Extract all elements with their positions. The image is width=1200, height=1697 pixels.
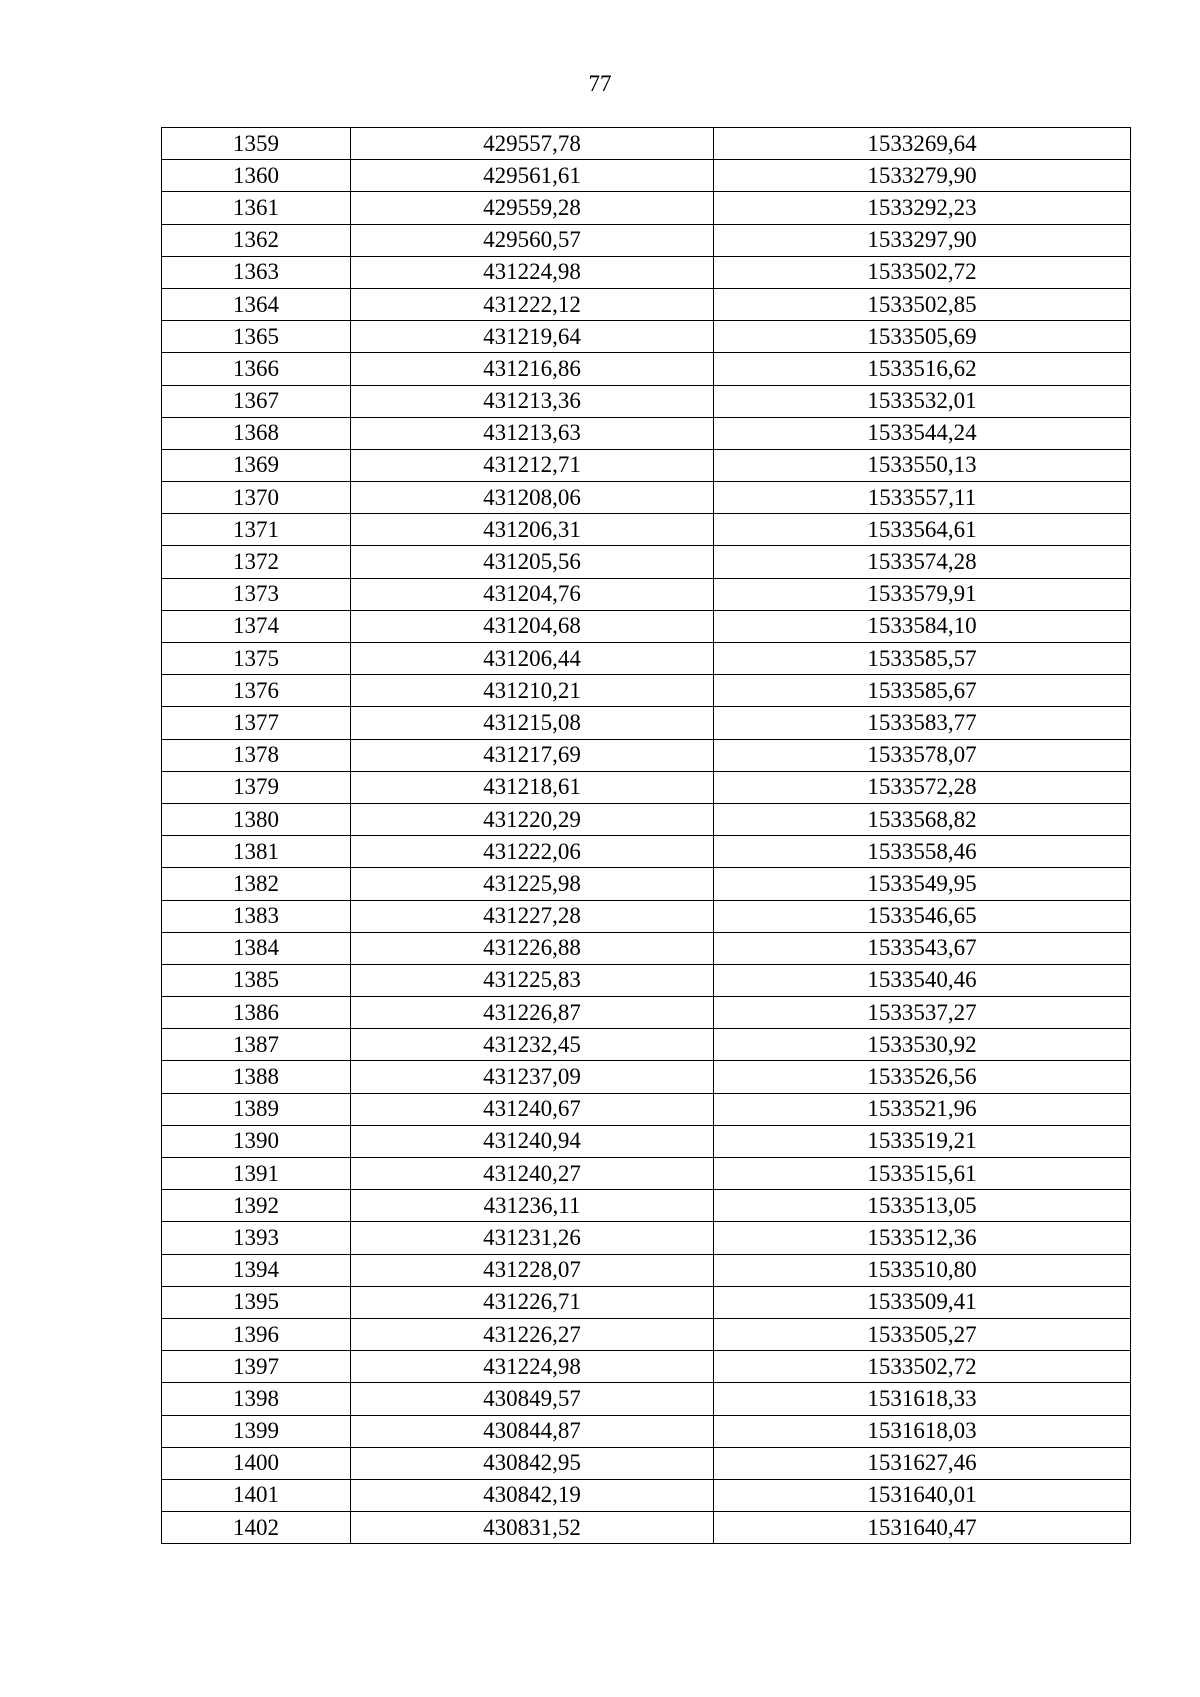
x-coordinate-cell: 429561,61 (351, 160, 714, 192)
x-coordinate-cell: 431212,71 (351, 449, 714, 481)
y-coordinate-cell: 1533519,21 (714, 1125, 1131, 1157)
table-row (162, 385, 1131, 417)
point-number-cell: 1364 (162, 288, 351, 320)
x-coordinate-cell: 431219,64 (351, 321, 714, 353)
table-row (162, 1093, 1131, 1125)
y-coordinate-cell: 1533502,72 (714, 1351, 1131, 1383)
table-row (162, 1029, 1131, 1061)
y-coordinate-cell: 1533269,64 (714, 128, 1131, 160)
x-coordinate-cell: 431240,27 (351, 1158, 714, 1190)
y-coordinate-cell: 1533583,77 (714, 707, 1131, 739)
table-row (162, 160, 1131, 192)
table-row (162, 1125, 1131, 1157)
table-row (162, 1254, 1131, 1286)
point-number-cell: 1393 (162, 1222, 351, 1254)
point-number-cell: 1399 (162, 1415, 351, 1447)
point-number-cell: 1374 (162, 610, 351, 642)
point-number-cell: 1368 (162, 417, 351, 449)
y-coordinate-cell: 1533532,01 (714, 385, 1131, 417)
point-number-cell: 1395 (162, 1286, 351, 1318)
table-row (162, 1318, 1131, 1350)
x-coordinate-cell: 431226,27 (351, 1318, 714, 1350)
point-number-cell: 1389 (162, 1093, 351, 1125)
y-coordinate-cell: 1533512,36 (714, 1222, 1131, 1254)
y-coordinate-cell: 1533549,95 (714, 868, 1131, 900)
table-row (162, 353, 1131, 385)
y-coordinate-cell: 1531640,01 (714, 1479, 1131, 1511)
point-number-cell: 1360 (162, 160, 351, 192)
point-number-cell: 1390 (162, 1125, 351, 1157)
x-coordinate-cell: 431204,76 (351, 578, 714, 610)
coordinates-table-body (162, 128, 1131, 1544)
point-number-cell: 1398 (162, 1383, 351, 1415)
point-number-cell: 1379 (162, 771, 351, 803)
table-row (162, 836, 1131, 868)
y-coordinate-cell: 1531640,47 (714, 1512, 1131, 1544)
table-row (162, 417, 1131, 449)
table-row (162, 546, 1131, 578)
table-row (162, 1286, 1131, 1318)
x-coordinate-cell: 431226,88 (351, 932, 714, 964)
coordinates-table (161, 127, 1131, 1544)
y-coordinate-cell: 1533564,61 (714, 514, 1131, 546)
table-row (162, 868, 1131, 900)
y-coordinate-cell: 1533515,61 (714, 1158, 1131, 1190)
y-coordinate-cell: 1533558,46 (714, 836, 1131, 868)
x-coordinate-cell: 431240,67 (351, 1093, 714, 1125)
x-coordinate-cell: 430842,19 (351, 1479, 714, 1511)
table-row (162, 1061, 1131, 1093)
x-coordinate-cell: 431204,68 (351, 610, 714, 642)
x-coordinate-cell: 431216,86 (351, 353, 714, 385)
table-row (162, 192, 1131, 224)
x-coordinate-cell: 430849,57 (351, 1383, 714, 1415)
x-coordinate-cell: 431225,98 (351, 868, 714, 900)
y-coordinate-cell: 1533557,11 (714, 482, 1131, 514)
table-row (162, 707, 1131, 739)
y-coordinate-cell: 1533292,23 (714, 192, 1131, 224)
x-coordinate-cell: 431208,06 (351, 482, 714, 514)
y-coordinate-cell: 1531618,03 (714, 1415, 1131, 1447)
table-row (162, 1351, 1131, 1383)
y-coordinate-cell: 1533585,57 (714, 643, 1131, 675)
y-coordinate-cell: 1533502,72 (714, 256, 1131, 288)
y-coordinate-cell: 1533279,90 (714, 160, 1131, 192)
point-number-cell: 1365 (162, 321, 351, 353)
table-row (162, 1190, 1131, 1222)
x-coordinate-cell: 431224,98 (351, 256, 714, 288)
x-coordinate-cell: 431224,98 (351, 1351, 714, 1383)
point-number-cell: 1400 (162, 1447, 351, 1479)
point-number-cell: 1391 (162, 1158, 351, 1190)
y-coordinate-cell: 1533521,96 (714, 1093, 1131, 1125)
point-number-cell: 1372 (162, 546, 351, 578)
table-row (162, 964, 1131, 996)
x-coordinate-cell: 431225,83 (351, 964, 714, 996)
point-number-cell: 1384 (162, 932, 351, 964)
x-coordinate-cell: 429560,57 (351, 224, 714, 256)
page-number: 77 (588, 71, 612, 96)
table-row (162, 288, 1131, 320)
x-coordinate-cell: 431205,56 (351, 546, 714, 578)
y-coordinate-cell: 1533544,24 (714, 417, 1131, 449)
y-coordinate-cell: 1533502,85 (714, 288, 1131, 320)
point-number-cell: 1361 (162, 192, 351, 224)
table-row (162, 1415, 1131, 1447)
x-coordinate-cell: 431213,36 (351, 385, 714, 417)
point-number-cell: 1370 (162, 482, 351, 514)
point-number-cell: 1396 (162, 1318, 351, 1350)
x-coordinate-cell: 431237,09 (351, 1061, 714, 1093)
point-number-cell: 1375 (162, 643, 351, 675)
x-coordinate-cell: 431217,69 (351, 739, 714, 771)
table-row (162, 1479, 1131, 1511)
table-row (162, 1383, 1131, 1415)
point-number-cell: 1377 (162, 707, 351, 739)
x-coordinate-cell: 431226,87 (351, 997, 714, 1029)
y-coordinate-cell: 1533297,90 (714, 224, 1131, 256)
point-number-cell: 1388 (162, 1061, 351, 1093)
x-coordinate-cell: 431213,63 (351, 417, 714, 449)
x-coordinate-cell: 431210,21 (351, 675, 714, 707)
x-coordinate-cell: 431222,06 (351, 836, 714, 868)
x-coordinate-cell: 429559,28 (351, 192, 714, 224)
table-row (162, 256, 1131, 288)
table-row (162, 932, 1131, 964)
table-row (162, 128, 1131, 160)
y-coordinate-cell: 1533579,91 (714, 578, 1131, 610)
point-number-cell: 1397 (162, 1351, 351, 1383)
y-coordinate-cell: 1533509,41 (714, 1286, 1131, 1318)
y-coordinate-cell: 1533578,07 (714, 739, 1131, 771)
x-coordinate-cell: 431218,61 (351, 771, 714, 803)
y-coordinate-cell: 1531618,33 (714, 1383, 1131, 1415)
table-row (162, 224, 1131, 256)
y-coordinate-cell: 1531627,46 (714, 1447, 1131, 1479)
table-row (162, 997, 1131, 1029)
table-row (162, 771, 1131, 803)
y-coordinate-cell: 1533546,65 (714, 900, 1131, 932)
y-coordinate-cell: 1533543,67 (714, 932, 1131, 964)
table-row (162, 643, 1131, 675)
y-coordinate-cell: 1533516,62 (714, 353, 1131, 385)
y-coordinate-cell: 1533584,10 (714, 610, 1131, 642)
point-number-cell: 1359 (162, 128, 351, 160)
table-row (162, 739, 1131, 771)
table-row (162, 321, 1131, 353)
y-coordinate-cell: 1533510,80 (714, 1254, 1131, 1286)
y-coordinate-cell: 1533505,27 (714, 1318, 1131, 1350)
x-coordinate-cell: 431222,12 (351, 288, 714, 320)
x-coordinate-cell: 431206,31 (351, 514, 714, 546)
y-coordinate-cell: 1533550,13 (714, 449, 1131, 481)
point-number-cell: 1376 (162, 675, 351, 707)
table-row (162, 1447, 1131, 1479)
table-row (162, 1222, 1131, 1254)
y-coordinate-cell: 1533513,05 (714, 1190, 1131, 1222)
table-row (162, 803, 1131, 835)
point-number-cell: 1387 (162, 1029, 351, 1061)
y-coordinate-cell: 1533572,28 (714, 771, 1131, 803)
point-number-cell: 1385 (162, 964, 351, 996)
x-coordinate-cell: 431226,71 (351, 1286, 714, 1318)
point-number-cell: 1383 (162, 900, 351, 932)
y-coordinate-cell: 1533574,28 (714, 546, 1131, 578)
table-row (162, 900, 1131, 932)
table-row (162, 675, 1131, 707)
x-coordinate-cell: 431228,07 (351, 1254, 714, 1286)
x-coordinate-cell: 430842,95 (351, 1447, 714, 1479)
y-coordinate-cell: 1533568,82 (714, 803, 1131, 835)
point-number-cell: 1382 (162, 868, 351, 900)
x-coordinate-cell: 431240,94 (351, 1125, 714, 1157)
y-coordinate-cell: 1533530,92 (714, 1029, 1131, 1061)
table-row (162, 449, 1131, 481)
point-number-cell: 1367 (162, 385, 351, 417)
table-row (162, 578, 1131, 610)
x-coordinate-cell: 431227,28 (351, 900, 714, 932)
point-number-cell: 1380 (162, 803, 351, 835)
point-number-cell: 1363 (162, 256, 351, 288)
y-coordinate-cell: 1533526,56 (714, 1061, 1131, 1093)
point-number-cell: 1381 (162, 836, 351, 868)
x-coordinate-cell: 429557,78 (351, 128, 714, 160)
point-number-cell: 1401 (162, 1479, 351, 1511)
table-row (162, 610, 1131, 642)
x-coordinate-cell: 430831,52 (351, 1512, 714, 1544)
table-row (162, 1158, 1131, 1190)
point-number-cell: 1402 (162, 1512, 351, 1544)
point-number-cell: 1369 (162, 449, 351, 481)
y-coordinate-cell: 1533537,27 (714, 997, 1131, 1029)
x-coordinate-cell: 431220,29 (351, 803, 714, 835)
x-coordinate-cell: 430844,87 (351, 1415, 714, 1447)
point-number-cell: 1371 (162, 514, 351, 546)
table-row (162, 514, 1131, 546)
x-coordinate-cell: 431232,45 (351, 1029, 714, 1061)
y-coordinate-cell: 1533540,46 (714, 964, 1131, 996)
point-number-cell: 1362 (162, 224, 351, 256)
y-coordinate-cell: 1533505,69 (714, 321, 1131, 353)
point-number-cell: 1394 (162, 1254, 351, 1286)
x-coordinate-cell: 431215,08 (351, 707, 714, 739)
point-number-cell: 1386 (162, 997, 351, 1029)
point-number-cell: 1366 (162, 353, 351, 385)
x-coordinate-cell: 431231,26 (351, 1222, 714, 1254)
table-row (162, 482, 1131, 514)
x-coordinate-cell: 431236,11 (351, 1190, 714, 1222)
table-row (162, 1512, 1131, 1544)
y-coordinate-cell: 1533585,67 (714, 675, 1131, 707)
point-number-cell: 1392 (162, 1190, 351, 1222)
x-coordinate-cell: 431206,44 (351, 643, 714, 675)
point-number-cell: 1378 (162, 739, 351, 771)
point-number-cell: 1373 (162, 578, 351, 610)
